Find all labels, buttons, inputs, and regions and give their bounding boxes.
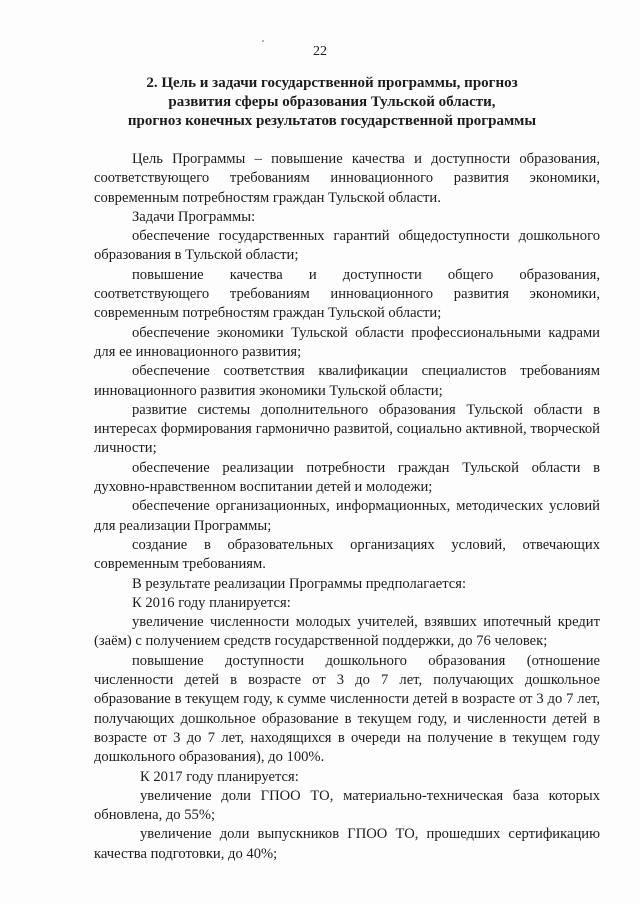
paragraph-tasks-title: Задачи Программы: — [132, 208, 256, 225]
heading-line-3: прогноз конечных результатов государственной программы — [127, 113, 537, 129]
paragraph-task-7: обеспечение организационных, информационных, методических условий для реализации Программы; — [94, 498, 600, 534]
paragraph-goal: Цель Программы – повышение качества и доступности образования, соответствующего требованиям инновационного развития экономики, современным потребностям граждан Тульской области. — [94, 151, 600, 206]
paragraph-task-4: обеспечение соответствия квалификации специалистов требованиям инновационного развития экономики Тульской области; — [94, 363, 600, 399]
scan-speck — [262, 40, 264, 42]
paragraph-2017-title: К 2017 году планируется: — [140, 768, 299, 785]
paragraph-task-5: развитие системы дополнительного образования Тульской области в интересах формирования гармонично развитой, социально активной, творческой личности; — [94, 401, 600, 457]
document-body — [94, 150, 600, 864]
page-number: 22 — [313, 44, 327, 59]
paragraph-task-1: обеспечение государственных гарантий общедоступности дошкольного образования в Тульской области; — [94, 228, 600, 264]
paragraph-2017-item-2: увеличение доли выпускников ГПОО ТО, прошедших сертификацию качества подготовки, до 40%; — [94, 826, 600, 862]
paragraph-2016-item-2: повышение доступности дошкольного образования (отношение численности детей в возрасте от 3 до 7 лет, получающих дошкольное образование в текущем году, к сумме численности детей в возрасте от 3 до 7 лет, получающих дошкольное образование в текущем году, и численности детей в возрасте от 3 до 7 лет, находящихся в очереди на получение в текущем году дошкольного образования), до 100%. — [94, 652, 600, 766]
paragraph-task-2: повышение качества и доступности общего образования, соответствующего требованиям инновационного развития экономики, современным потребностям граждан Тульской области; — [94, 266, 600, 322]
paragraph-task-6: обеспечение реализации потребности граждан Тульской области в духовно-нравственном воспитании детей и молодежи; — [94, 459, 600, 496]
paragraph-2017-item-1: увеличение доли ГПОО ТО, материально-техническая база которых обновлена, до 55%; — [94, 787, 600, 824]
section-heading — [82, 74, 582, 131]
heading-line-1: 2. Цель и задачи государственной программы, прогноз — [146, 75, 518, 91]
heading-line-2: развития сферы образования Тульской области, — [168, 94, 496, 110]
paragraph-2016-item-1: увеличение численности молодых учителей, взявших ипотечный кредит (заём) с получением средств государственной поддержки, до 76 человек; — [94, 614, 600, 650]
paragraph-task-3: обеспечение экономики Тульской области профессиональными кадрами для ее инновационного развития; — [94, 324, 600, 360]
paragraph-results-intro: В результате реализации Программы предполагается: — [132, 575, 467, 592]
paragraph-2016-title: К 2016 году планируется: — [132, 594, 291, 611]
paragraph-task-8: создание в образовательных организациях условий, отвечающих современным требованиям. — [94, 536, 600, 573]
